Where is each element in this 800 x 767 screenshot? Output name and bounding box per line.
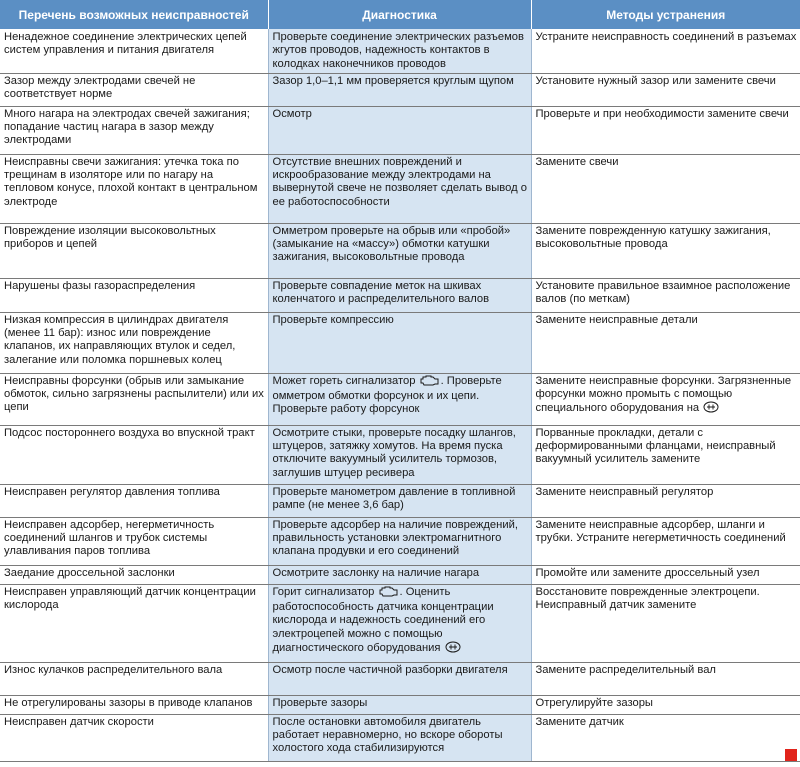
remedy-cell: Проверьте и при необходимости замените свечи (531, 106, 800, 154)
diagnosis-cell: Проверьте адсорбер на наличие повреждений, правильность установки электромагнитного клапана продувки и его соединений (268, 517, 531, 565)
table-row (0, 278, 800, 312)
fault-cell: Износ кулачков распределительного вала (0, 662, 268, 695)
fault-cell: Неисправен управляющий датчик концентрации кислорода (0, 584, 268, 662)
remedy-cell: Замените неисправный регулятор (531, 484, 800, 517)
diagnosis-cell (268, 584, 531, 662)
diagnosis-cell: Проверьте зазоры (268, 695, 531, 714)
fault-cell: Неисправны форсунки (обрыв или замыкание обмоток, сильно загрязнены распылители) или их цепи (0, 373, 268, 425)
table-row (0, 73, 800, 106)
diagnosis-cell: Зазор 1,0–1,1 мм проверяется круглым щупом (268, 73, 531, 106)
table-row (0, 223, 800, 278)
remedy-cell (531, 373, 800, 425)
check-engine-icon (420, 375, 440, 390)
remedy-cell: Замените распределительный вал (531, 662, 800, 695)
diagnosis-cell: Проверьте совпадение меток на шкивах коленчатого и распределительного валов (268, 278, 531, 312)
table-row (0, 714, 800, 761)
table-row (0, 425, 800, 484)
fault-cell: Неисправен датчик скорости (0, 714, 268, 761)
diagnosis-cell: Осмотрите заслонку на наличие нагара (268, 565, 531, 584)
remedy-cell: Отрегулируйте зазоры (531, 695, 800, 714)
diagnosis-cell: Осмотрите стыки, проверьте посадку шлангов, штуцеров, затяжку хомутов. На время пуска отключите вакуумный усилитель тормозов, заглушив штуцер ресивера (268, 425, 531, 484)
fault-cell: Зазор между электродами свечей не соответствует норме (0, 73, 268, 106)
table-row (0, 373, 800, 425)
diagnosis-cell: Осмотр после частичной разборки двигателя (268, 662, 531, 695)
table-row (0, 106, 800, 154)
diagnosis-text-start: Горит сигнализатор (272, 585, 375, 598)
remedy-cell: Замените датчик (531, 714, 800, 761)
remedy-cell: Порванные прокладки, детали с деформированными фланцами, неисправный вакуумный усилитель замените (531, 425, 800, 484)
table-row (0, 154, 800, 223)
diagnosis-cell: Проверьте компрессию (268, 312, 531, 373)
fault-cell: Неисправен адсорбер, негерметичность соединений шлангов и трубок системы улавливания паров топлива (0, 517, 268, 565)
diagnosis-cell: Омметром проверьте на обрыв или «пробой» (замыкание на «массу») обмотки катушки зажигания, высоковольтные провода (268, 223, 531, 278)
table-row (0, 695, 800, 714)
fault-cell: Нарушены фазы газораспределения (0, 278, 268, 312)
diagnosis-cell: Осмотр (268, 106, 531, 154)
remedy-text: Замените неисправные форсунки. Загрязненные форсунки можно промыть с помощью специального оборудования на (535, 374, 792, 415)
remedy-cell: Установите нужный зазор или замените свечи (531, 73, 800, 106)
fault-cell: Неисправен регулятор давления топлива (0, 484, 268, 517)
table-row (0, 662, 800, 695)
table-row (0, 29, 800, 73)
remedy-cell: Замените поврежденную катушку зажигания, высоковольтные провода (531, 223, 800, 278)
remedy-cell: Замените свечи (531, 154, 800, 223)
remedy-cell: Замените неисправные детали (531, 312, 800, 373)
remedy-cell: Установите правильное взаимное расположение валов (по меткам) (531, 278, 800, 312)
section-end-marker (785, 749, 797, 761)
header-diagnosis: Диагностика (268, 0, 531, 29)
service-station-icon (703, 401, 719, 417)
fault-cell: Заедание дроссельной заслонки (0, 565, 268, 584)
service-station-icon (445, 641, 461, 657)
fault-cell: Неисправны свечи зажигания: утечка тока по трещинам в изоляторе или по нагару на тепловом конусе, плохой контакт в центральном электроде (0, 154, 268, 223)
header-remedies: Методы устранения (531, 0, 800, 29)
diagnosis-text-end: . Проверьте омметром обмотки форсунок и их цепи. Проверьте работу форсунок (272, 374, 502, 416)
remedy-cell: Устраните неисправность соединений в разъемах (531, 29, 800, 73)
diagnosis-cell (268, 373, 531, 425)
remedy-cell: Промойте или замените дроссельный узел (531, 565, 800, 584)
table-row (0, 484, 800, 517)
fault-cell: Подсос постороннего воздуха во впускной тракт (0, 425, 268, 484)
diagnosis-text-start: Может гореть сигнализатор (272, 374, 416, 387)
fault-cell: Много нагара на электродах свечей зажигания; попадание частиц нагара в зазор между электродами (0, 106, 268, 154)
diagnosis-cell: Проверьте манометром давление в топливной рампе (не менее 3,6 бар) (268, 484, 531, 517)
table-row (0, 517, 800, 565)
table-row (0, 312, 800, 373)
table-header-row (0, 0, 800, 29)
table-row (0, 584, 800, 662)
diagnosis-cell: Проверьте соединение электрических разъемов жгутов проводов, надежность контактов в колодках наконечников проводов (268, 29, 531, 73)
fault-cell: Повреждение изоляции высоковольтных приборов и цепей (0, 223, 268, 278)
check-engine-icon (379, 586, 399, 601)
remedy-cell: Замените неисправные адсорбер, шланги и трубки. Устраните негерметичность соединений (531, 517, 800, 565)
table-row (0, 565, 800, 584)
fault-cell: Ненадежное соединение электрических цепей систем управления и питания двигателя (0, 29, 268, 73)
diagnosis-cell: После остановки автомобиля двигатель работает неравномерно, но вскоре обороты холостого хода стабилизируются (268, 714, 531, 761)
diagnosis-text-end: . Оценить работоспособность датчика концентрации кислорода и надежность соединений его электроцепей можно с помощью диагностического оборудования (272, 585, 494, 655)
header-faults: Перечень возможных неисправностей (0, 0, 268, 29)
fault-cell: Низкая компрессия в цилиндрах двигателя (менее 11 бар): износ или повреждение клапанов, их направляющих втулок и седел, залегание или поломка поршневых колец (0, 312, 268, 373)
remedy-cell: Восстановите поврежденные электроцепи. Неисправный датчик замените (531, 584, 800, 662)
diagnosis-cell: Отсутствие внешних повреждений и искрообразование между электродами на вывернутой свече не позволяет сделать вывод о ее работоспособности (268, 154, 531, 223)
fault-cell: Не отрегулированы зазоры в приводе клапанов (0, 695, 268, 714)
